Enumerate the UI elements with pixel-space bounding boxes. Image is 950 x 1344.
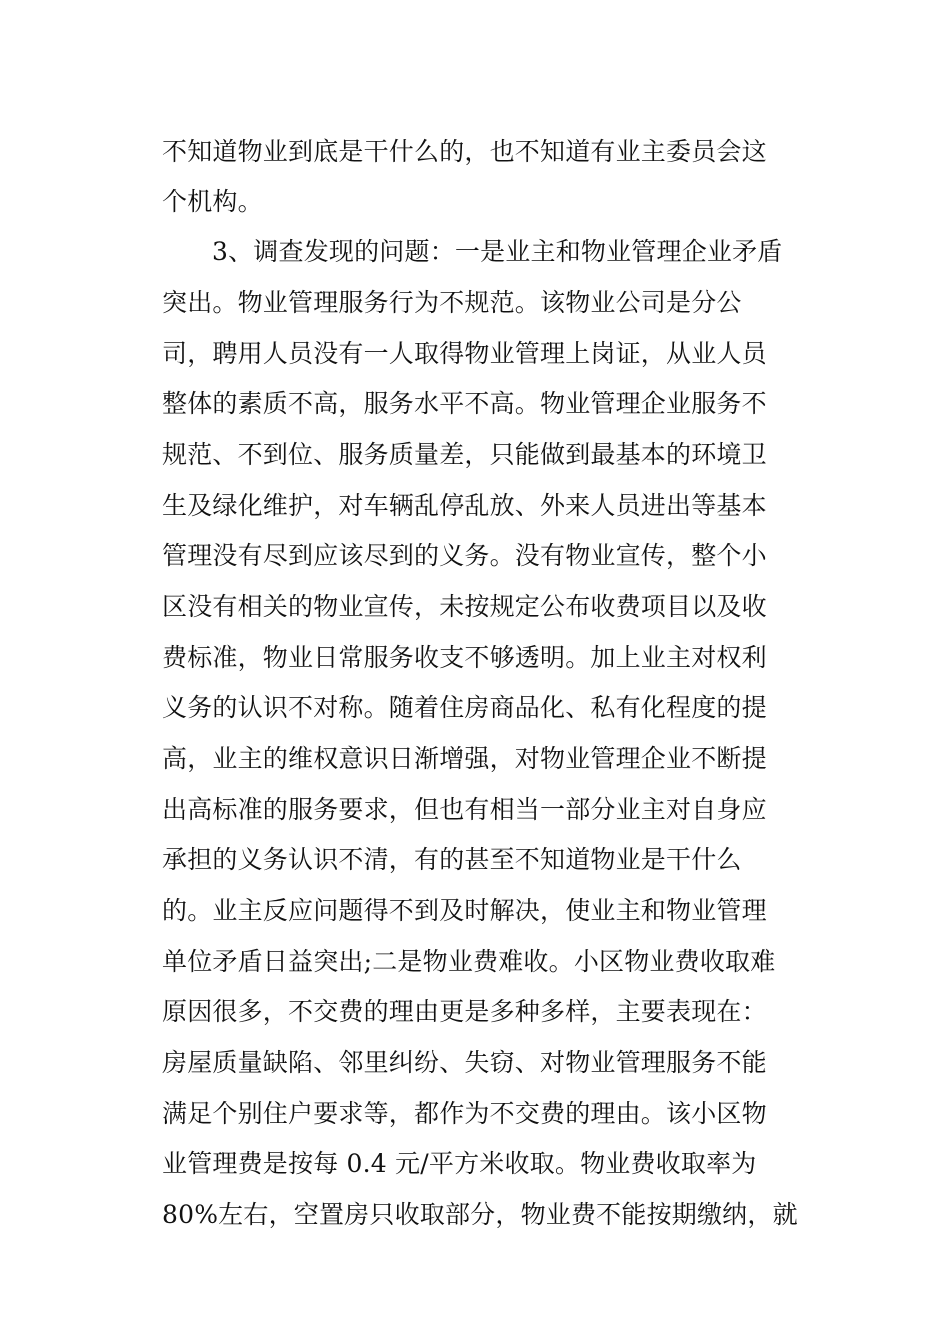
text-line: 80%左右，空置房只收取部分，物业费不能按期缴纳，就	[162, 1200, 798, 1229]
text-line: 房屋质量缺陷、邻里纠纷、失窃、对物业管理服务不能	[162, 1048, 767, 1077]
text-line: 生及绿化维护，对车辆乱停乱放、外来人员进出等基本	[162, 491, 767, 520]
text-line: 义务的认识不对称。随着住房商品化、私有化程度的提	[162, 693, 767, 722]
text-line: 个机构。	[162, 187, 263, 216]
text-line: 业管理费是按每 0.4 元/平方米收取。物业费收取率为	[162, 1149, 757, 1178]
text-line: 突出。物业管理服务行为不规范。该物业公司是分公	[162, 288, 742, 317]
text-line: 管理没有尽到应该尽到的义务。没有物业宣传，整个小	[162, 541, 767, 570]
text-line: 区没有相关的物业宣传，未按规定公布收费项目以及收	[162, 592, 767, 621]
paragraph-start-line: 3、调查发现的问题：一是业主和物业管理企业矛盾	[212, 237, 783, 266]
text-line: 的。业主反应问题得不到及时解决，使业主和物业管理	[162, 896, 767, 925]
text-line: 整体的素质不高，服务水平不高。物业管理企业服务不	[162, 389, 767, 418]
text-line: 费标准，物业日常服务收支不够透明。加上业主对权利	[162, 643, 767, 672]
text-line: 高，业主的维权意识日渐增强，对物业管理企业不断提	[162, 744, 767, 773]
text-line: 原因很多，不交费的理由更是多种多样，主要表现在：	[162, 997, 767, 1026]
text-line: 不知道物业到底是干什么的，也不知道有业主委员会这	[162, 137, 767, 166]
text-line: 规范、不到位、服务质量差，只能做到最基本的环境卫	[162, 440, 767, 469]
text-line: 司，聘用人员没有一人取得物业管理上岗证，从业人员	[162, 339, 767, 368]
text-line: 满足个别住户要求等，都作为不交费的理由。该小区物	[162, 1099, 767, 1128]
text-line: 承担的义务认识不清，有的甚至不知道物业是干什么	[162, 845, 742, 874]
text-line: 单位矛盾日益突出;二是物业费难收。小区物业费收取难	[162, 947, 776, 976]
text-line: 出高标准的服务要求，但也有相当一部分业主对自身应	[162, 795, 767, 824]
